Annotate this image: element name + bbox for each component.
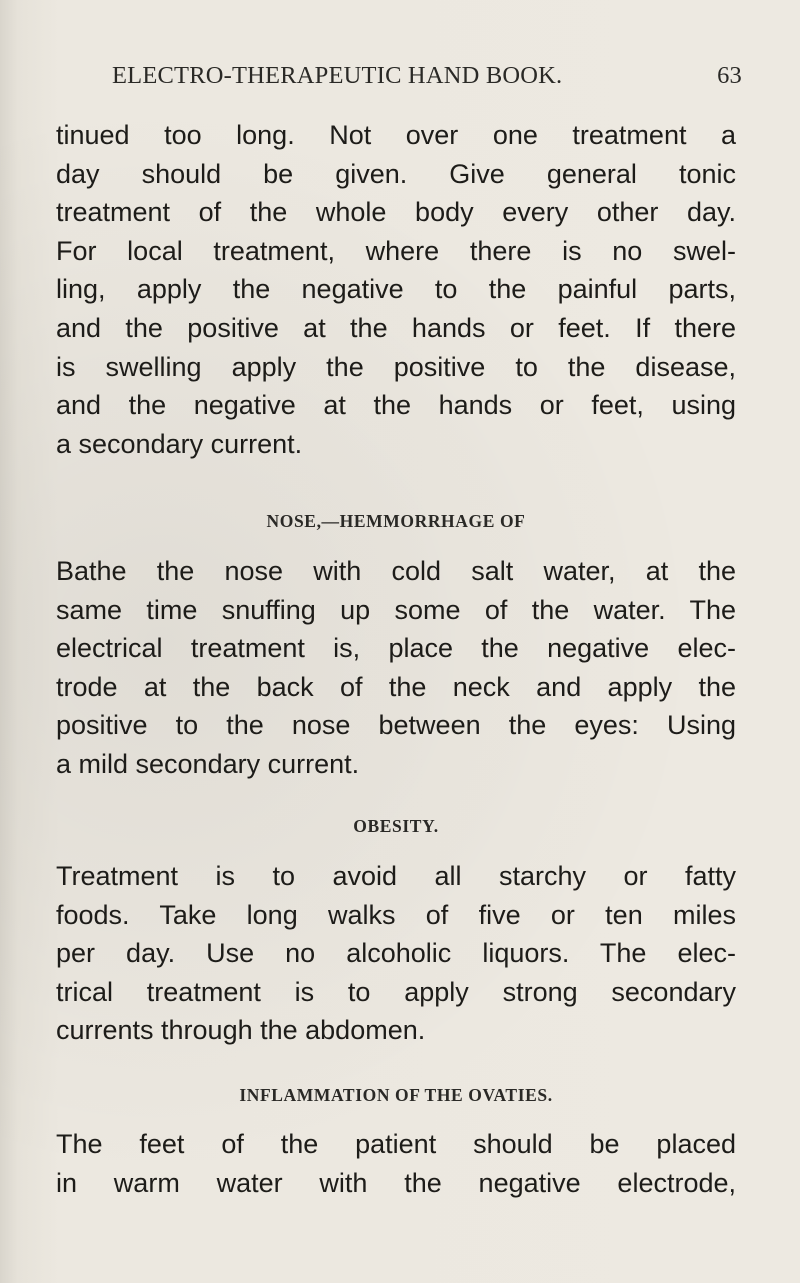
- paragraph-inflammation: [56, 1125, 736, 1202]
- text-line: electrical treatment is, place the negative elec-: [56, 633, 736, 664]
- paragraph-nose: [56, 552, 736, 784]
- text-line: in warm water with the negative electrode,: [56, 1167, 736, 1198]
- text-line: same time snuffing up some of the water. The: [56, 594, 736, 625]
- text-line: a mild secondary current.: [56, 748, 360, 779]
- text-line: and the negative at the hands or feet, using: [56, 390, 736, 421]
- running-header: [112, 62, 742, 98]
- text-line: per day. Use no alcoholic liquors. The elec-: [56, 938, 736, 969]
- text-line: ling, apply the negative to the painful parts,: [56, 274, 736, 305]
- text-line: treatment of the whole body every other day.: [56, 197, 736, 228]
- text-line: trode at the back of the neck and apply the: [56, 671, 736, 702]
- text-line: Treatment is to avoid all starchy or fatty: [56, 861, 736, 891]
- section-heading-nose: NOSE,—HEMMORRHAGE OF: [266, 511, 526, 531]
- text-line: For local treatment, where there is no swel-: [56, 235, 736, 266]
- text-line: Bathe the nose with cold salt water, at the: [56, 556, 736, 586]
- text-line: and the positive at the hands or feet. If there: [56, 312, 736, 343]
- text-line: tinued too long. Not over one treatment a: [56, 120, 736, 150]
- section-heading-inflammation: INFLAMMATION OF THE OVATIES.: [239, 1085, 553, 1105]
- text-line: a secondary current.: [56, 428, 303, 459]
- text-line: trical treatment is to apply strong secondary: [56, 976, 736, 1007]
- text-line: day should be given. Give general tonic: [56, 158, 736, 189]
- running-title: ELECTRO-THERAPEUTIC HAND BOOK.: [112, 62, 563, 89]
- page-number: 63: [717, 62, 742, 89]
- section-heading-obesity: OBESITY.: [353, 816, 439, 836]
- text-line: The feet of the patient should be placed: [56, 1129, 736, 1159]
- paragraph-continued: [56, 116, 736, 463]
- text-line: positive to the nose between the eyes: Using: [56, 710, 736, 741]
- paragraph-obesity: [56, 857, 736, 1050]
- text-line: currents through the abdomen.: [56, 1015, 426, 1046]
- text-line: foods. Take long walks of five or ten miles: [56, 899, 736, 930]
- text-line: is swelling apply the positive to the disease,: [56, 351, 736, 382]
